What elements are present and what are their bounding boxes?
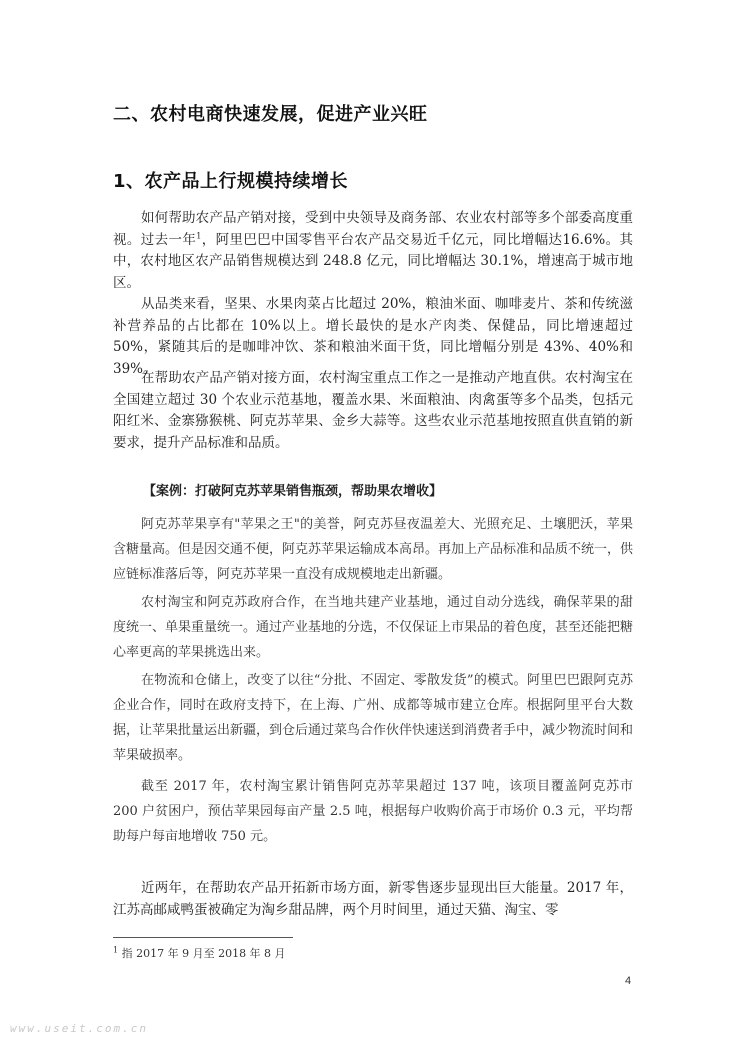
case-paragraph: 在物流和仓储上，改变了以往“分批、不固定、零散发货”的模式。阿里巴巴跟阿克苏企业合作，同时在政府支持下，在上海、广州、成都等城市建立仓库。根据阿里平台大数据，让苹果批量运出新疆，到仓后通过菜鸟合作伙伴快速送到消费者手中，减少物流时间和苹果破损率。 — [113, 673, 634, 763]
footnote-marker: 1 — [113, 945, 119, 955]
section-heading: 二、农村电商快速发展，促进产业兴旺 — [113, 104, 428, 125]
footnote-reference[interactable]: 1 — [196, 231, 202, 240]
watermark: www.useit.com.cn — [10, 1022, 148, 1035]
paragraph-closing: 近两年，在帮助农产品开拓新市场方面，新零售逐步显现出巨大能量。2017 年，江苏高邮咸鸭蛋被确定为淘乡甜品牌，两个月时间里，通过天猫、淘宝、零 — [113, 880, 633, 918]
subsection-heading: 1、农产品上行规模持续增长 — [113, 171, 349, 192]
footnote — [113, 945, 286, 961]
footnote-divider — [113, 937, 293, 938]
case-paragraph: 阿克苏苹果享有"苹果之王"的美誉，阿克苏昼夜温差大、光照充足、土壤肥沃，苹果含糖量高。但是因交通不便，阿克苏苹果运输成本高昂。再加上产品标准和品质不统一，供应链标准落后等，阿克苏苹果一直没有成规模地走出新疆。 — [113, 517, 634, 582]
page-number: 4 — [625, 975, 632, 987]
paragraph-direct-supply: 在帮助农产品产销对接方面，农村淘宝重点工作之一是推动产地直供。农村淘宝在全国建立超过 30 个农业示范基地，覆盖水果、米面粮油、肉禽蛋等多个品类，包括元阳红米、金寨猕猴桃、阿克苏苹果、金乡大蒜等。这些农业示范基地按照直供直销的新要求，提升产品标准和品质。 — [113, 370, 633, 451]
case-title: 【案例：打破阿克苏苹果销售瓶颈，帮助果农增收】 — [143, 484, 443, 499]
case-paragraph: 农村淘宝和阿克苏政府合作，在当地共建产业基地，通过自动分选线，确保苹果的甜度统一、单果重量统一。通过产业基地的分选，不仅保证上市果品的着色度，甚至还能把糖心率更高的苹果挑选出来。 — [113, 595, 634, 660]
footnote-text: 指 2017 年 9 月至 2018 年 8 月 — [121, 947, 286, 960]
paragraph-intro-before: 如何帮助农产品产销对接，受到中央领导及商务部、农业农村部等多个部委高度重视。过去一年 — [113, 210, 633, 248]
case-paragraph: 截至 2017 年，农村淘宝累计销售阿克苏苹果超过 137 吨，该项目覆盖阿克苏市 200 户贫困户，预估苹果园每亩产量 2.5 吨，根据每户收购价高于市场价 0.3 元，平均帮助每户每亩地增收 750 元。 — [113, 779, 633, 844]
paragraph-categories: 从品类来看，坚果、水果肉菜占比超过 20%，粮油米面、咖啡麦片、茶和传统滋补营养品的占比都在 10%以上。增长最快的是水产肉类、保健品，同比增速超过 50%，紧随其后的是咖啡冲饮、茶和粮油米面干货，同比增幅分别是 43%、40%和 39%。 — [113, 296, 633, 377]
paragraph-intro — [113, 208, 633, 294]
paragraph-intro-after: ，阿里巴巴中国零售平台农产品交易近千亿元，同比增幅达16.6%。其中，农村地区农产品销售规模达到 248.8 亿元，同比增幅达 30.1%，增速高于城市地区。 — [113, 231, 633, 291]
